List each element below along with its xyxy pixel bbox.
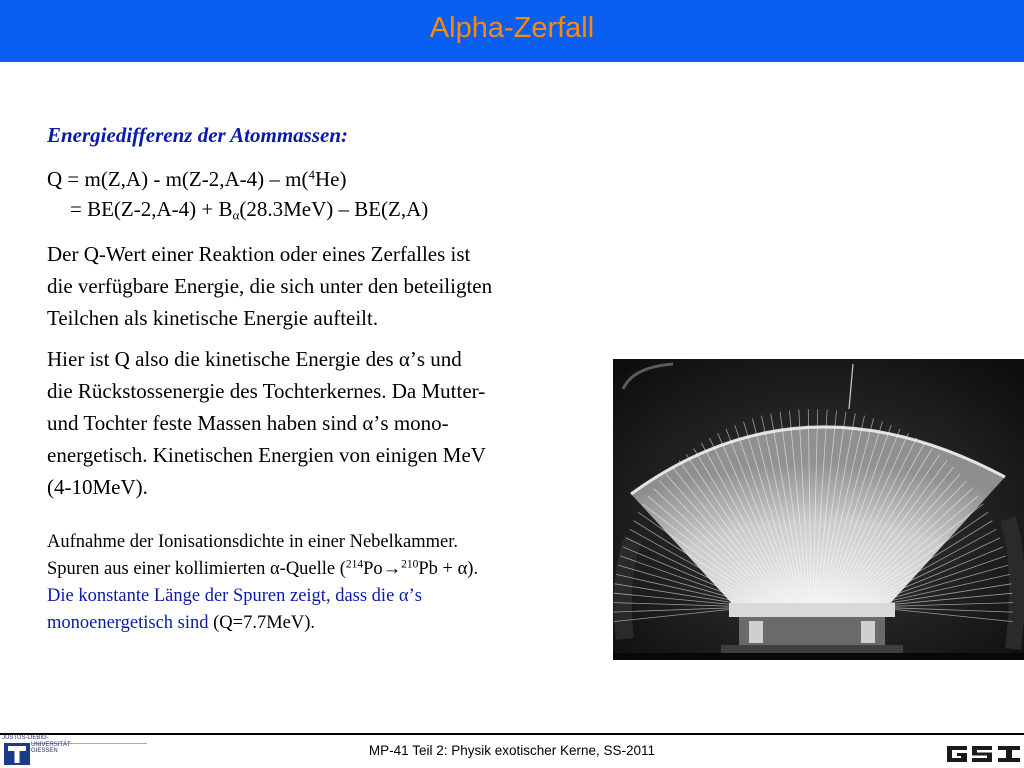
paragraph-line: Teilchen als kinetische Energie aufteilt. <box>47 306 379 330</box>
q-value-paragraph <box>47 238 492 334</box>
cloud-chamber-photo <box>613 359 1024 660</box>
equation-subscript: α <box>232 207 240 223</box>
equation-text: (28.3MeV) – BE(Z,A) <box>239 197 429 221</box>
caption-line: Aufnahme der Ionisationsdichte in einer Nebelkammer. <box>47 532 458 552</box>
paragraph-line: (4-10MeV). <box>47 475 148 499</box>
caption-text: (Q=7.7MeV). <box>208 613 316 633</box>
caption-text-highlight: monoenergetisch sind <box>47 613 209 633</box>
caption-superscript: 210 <box>401 558 419 571</box>
caption-superscript: 214 <box>345 558 364 571</box>
equation-line-2 <box>70 193 428 225</box>
section-heading: Energiedifferenz der Atommassen: <box>47 123 349 147</box>
cloud-chamber-image <box>613 359 1024 660</box>
paragraph-line: Hier ist Q also die kinetische Energie des α’s und <box>47 347 462 371</box>
equation-line-1 <box>47 163 346 195</box>
paragraph-line: die verfügbare Energie, die sich unter den beteiligten <box>47 274 493 298</box>
caption-line: Die konstante Länge der Spuren zeigt, dass die α’s <box>47 586 422 606</box>
paragraph-line: die Rückstossenergie des Tochterkernes. Da Mutter- <box>47 379 486 403</box>
paragraph-line: Der Q-Wert einer Reaktion oder eines Zerfalles ist <box>47 242 471 266</box>
caption-text: Spuren aus einer kollimierten α-Quelle ( <box>47 559 346 579</box>
paragraph-line: und Tochter feste Massen haben sind α’s mono- <box>47 411 449 435</box>
university-logo-line: GIESSEN <box>31 748 58 754</box>
kinetic-energy-paragraph <box>47 343 486 503</box>
university-logo-line: UNIVERSITÄT <box>31 741 71 748</box>
caption-text: Pb + α). <box>418 559 479 579</box>
footer-divider <box>0 733 1024 735</box>
equation-text: = BE(Z-2,A-4) + B <box>70 197 233 221</box>
title-bar <box>0 0 1024 62</box>
equation-superscript: 4 <box>308 166 315 182</box>
university-logo-line: JUSTUS-LIEBIG- <box>2 735 49 741</box>
equation-text: He) <box>314 167 347 191</box>
equation-text: Q = m(Z,A) - m(Z-2,A-4) – m( <box>47 167 309 191</box>
footer-course-label: MP-41 Teil 2: Physik exotischer Kerne, SS-2011 <box>368 743 656 758</box>
paragraph-line: energetisch. Kinetischen Energien von einigen MeV <box>47 443 486 467</box>
gsi-logo <box>947 744 1021 764</box>
caption-text: Po→ <box>363 559 402 579</box>
image-caption <box>47 529 478 637</box>
caption-line <box>47 610 478 637</box>
caption-line <box>47 556 478 583</box>
slide-title: Alpha-Zerfall <box>429 12 595 44</box>
